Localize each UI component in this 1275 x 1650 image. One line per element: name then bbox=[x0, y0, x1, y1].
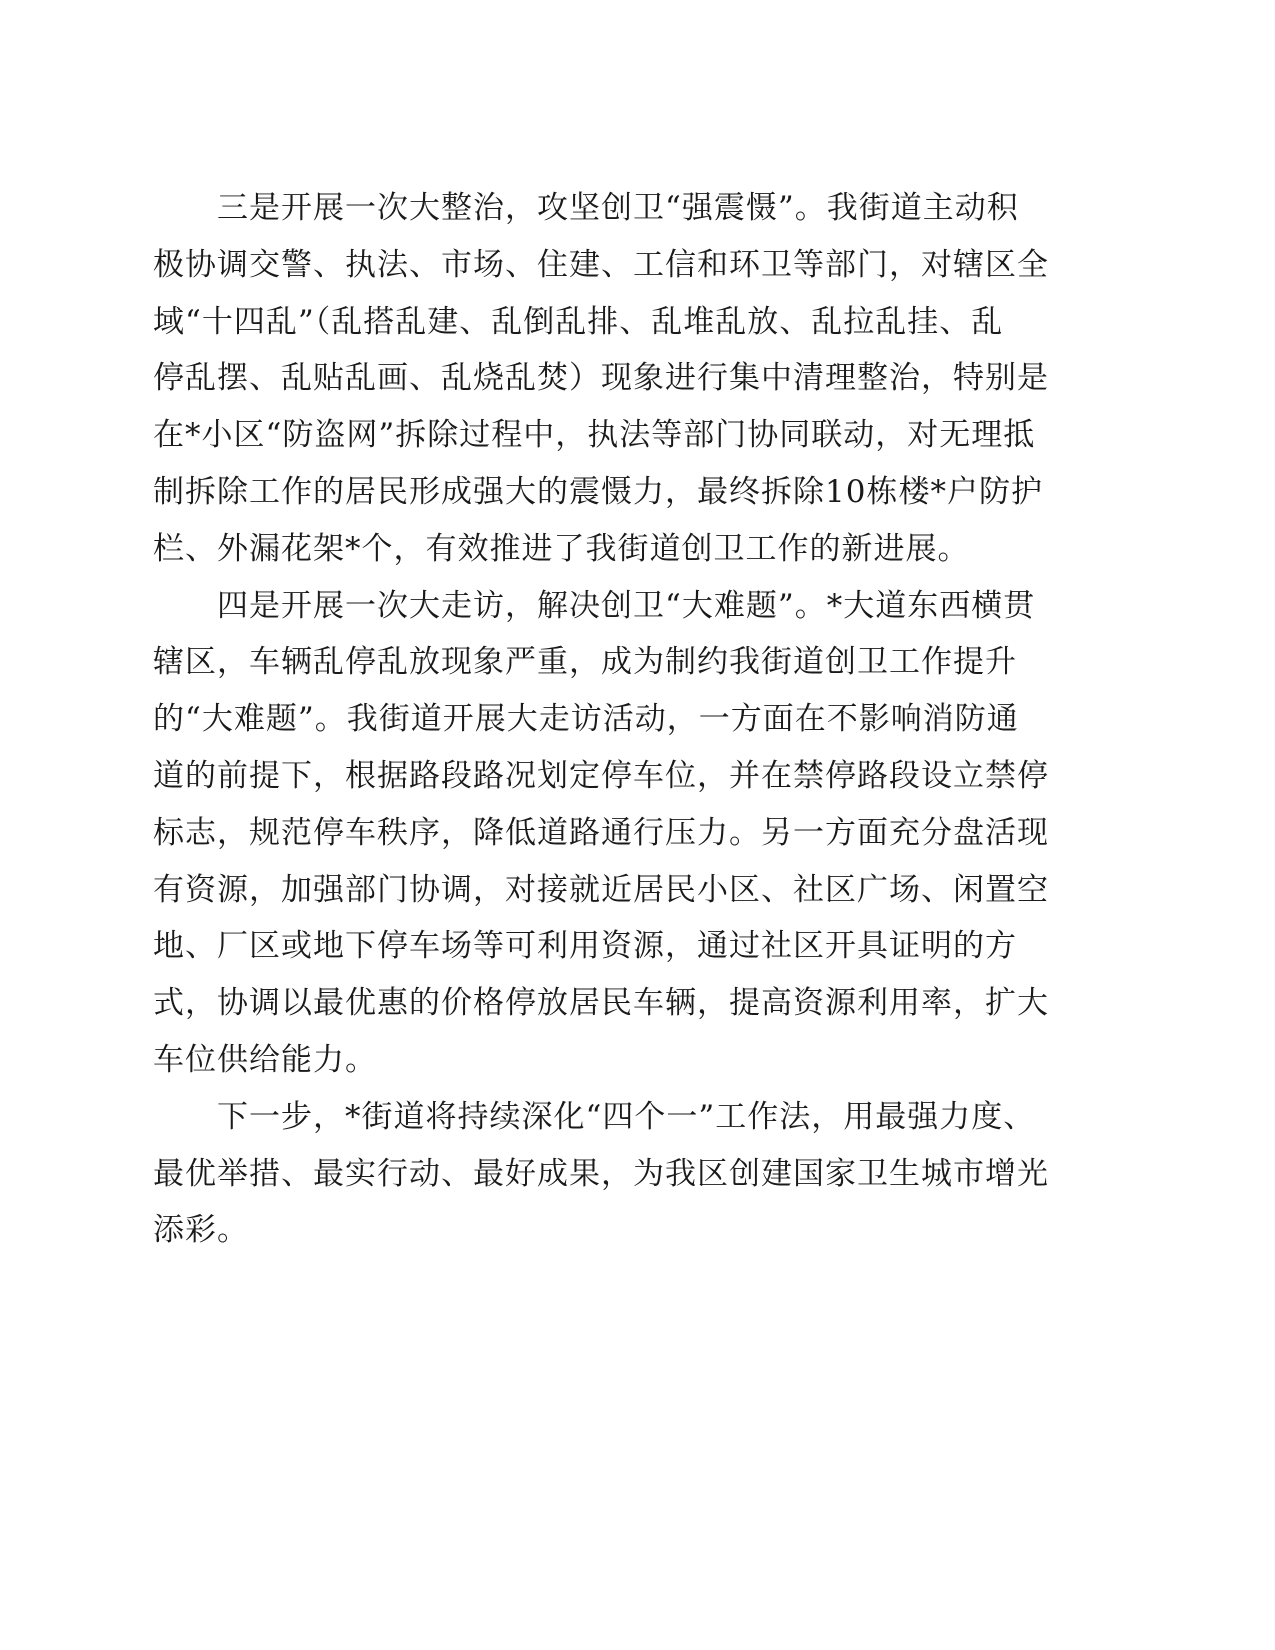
paragraph-line: 极协调交警、执法、市场、住建、工信和环卫等部门，对辖区全 bbox=[153, 246, 1049, 283]
paragraph-line: 的“大难题”。我街道开展大走访活动，一方面在不影响消防通 bbox=[153, 701, 1019, 738]
paragraph-2 bbox=[153, 578, 1093, 1089]
paragraph-line: 标志，规范停车秩序，降低道路通行压力。另一方面充分盘活现 bbox=[153, 814, 1049, 851]
paragraph-line: 道的前提下，根据路段路况划定停车位，并在禁停路段设立禁停 bbox=[153, 757, 1049, 794]
paragraph-line: 添彩。 bbox=[153, 1212, 249, 1249]
paragraph-line: 栏、外漏花架*个，有效推进了我街道创卫工作的新进展。 bbox=[153, 530, 970, 567]
paragraph-line: 停乱摆、乱贴乱画、乱烧乱焚）现象进行集中清理整治，特别是 bbox=[153, 360, 1049, 397]
paragraph-line: 四是开展一次大走访，解决创卫“大难题”。*大道东西横贯 bbox=[217, 587, 1036, 624]
document-body bbox=[153, 180, 1093, 1259]
paragraph-line: 最优举措、最实行动、最好成果，为我区创建国家卫生城市增光 bbox=[153, 1155, 1049, 1192]
paragraph-line: 地、厂区或地下停车场等可利用资源，通过社区开具证明的方 bbox=[153, 928, 1017, 965]
paragraph-line: 制拆除工作的居民形成强大的震慑力，最终拆除10栋楼*户防护 bbox=[153, 473, 1043, 510]
paragraph-line: 域“十四乱”（乱搭乱建、乱倒乱排、乱堆乱放、乱拉乱挂、乱 bbox=[153, 303, 1004, 340]
paragraph-3 bbox=[153, 1089, 1093, 1259]
paragraph-line: 在*小区“防盗网”拆除过程中，执法等部门协同联动，对无理抵 bbox=[153, 417, 1036, 454]
paragraph-line: 式，协调以最优惠的价格停放居民车辆，提高资源利用率，扩大 bbox=[153, 985, 1049, 1022]
paragraph-line: 有资源，加强部门协调，对接就近居民小区、社区广场、闲置空 bbox=[153, 871, 1049, 908]
paragraph-line: 三是开展一次大整治，攻坚创卫“强震慑”。我街道主动积 bbox=[217, 190, 1019, 226]
paragraph-line: 下一步，*街道将持续深化“四个一”工作法，用最强力度、 bbox=[217, 1098, 1036, 1135]
paragraph-line: 车位供给能力。 bbox=[153, 1041, 377, 1078]
paragraph-1 bbox=[153, 180, 1093, 578]
paragraph-line: 辖区，车辆乱停乱放现象严重，成为制约我街道创卫工作提升 bbox=[153, 644, 1017, 681]
